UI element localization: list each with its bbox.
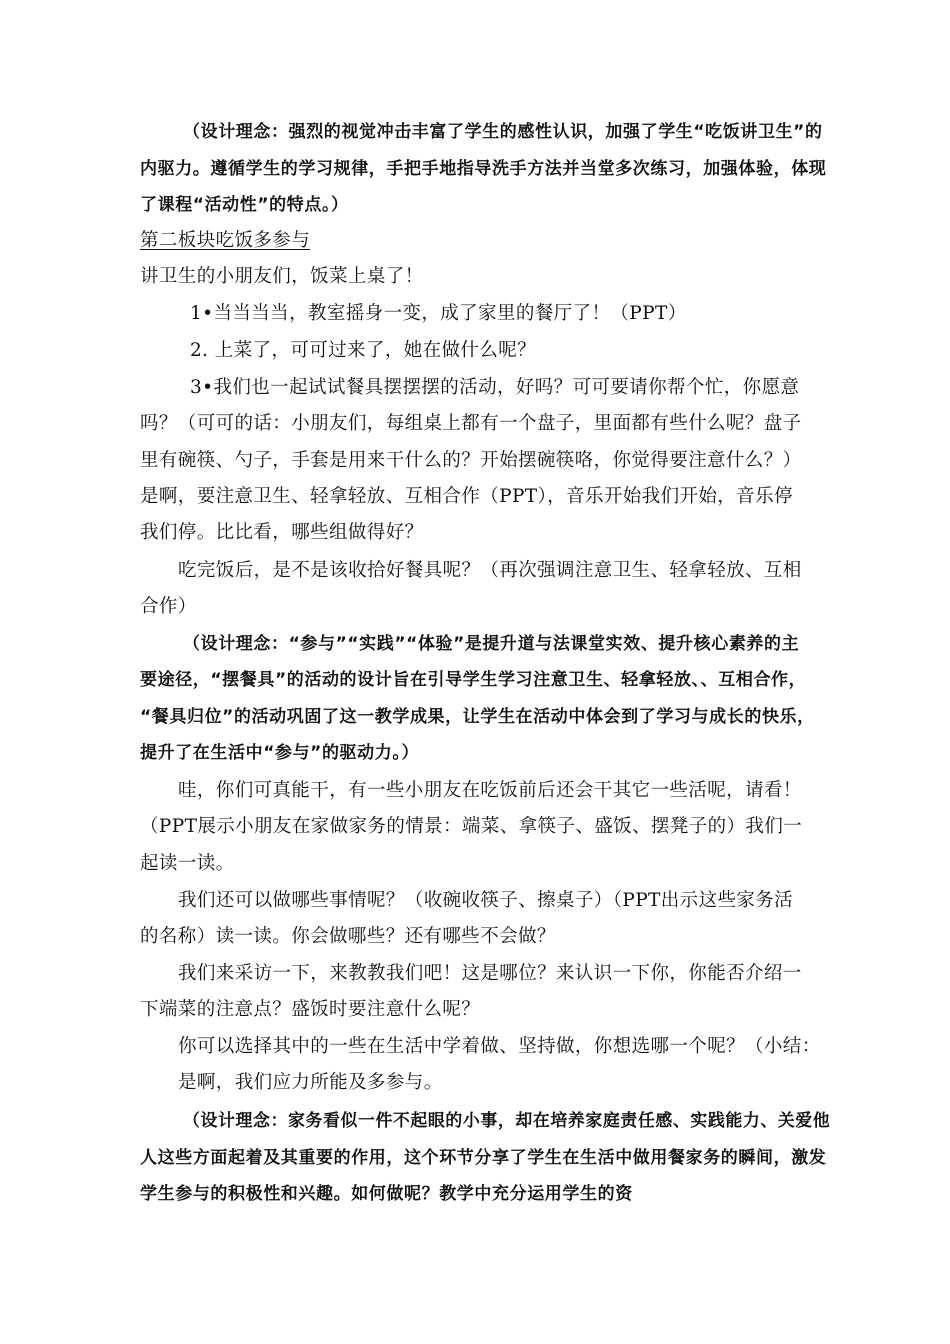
note-line: 了课程“活动性”的特点。） xyxy=(140,195,349,215)
step-3-line: 是啊，要注意卫生、轻拿轻放、互相合作（PPT），音乐开始我们开始，音乐停 xyxy=(140,486,793,507)
note-line: 要途径，“摆餐具”的活动的设计旨在引导学生学习注意卫生、轻拿轻放、、互相合作， xyxy=(140,670,807,690)
step-3-line: 吗？（可可的话：小朋友们，每组桌上都有一个盘子，里面都有些什么呢？盘子 xyxy=(140,413,802,434)
note-line: 提升了在生活中“参与”的驱动力。） xyxy=(140,743,420,763)
note-line: 内驱力。遵循学生的学习规律，手把手地指导洗手方法并当堂多次练习，加强体验，体现 xyxy=(140,159,827,179)
step-1: 1•当当当当，教室摇身一变，成了家里的餐厅了！（PPT） xyxy=(190,303,687,324)
note-line: “餐具归位”的活动巩固了这一教学成果，让学生在活动中体会到了学习与成长的快乐， xyxy=(140,707,815,727)
step-2: 2. 上菜了，可可过来了，她在做什么呢？ xyxy=(190,340,537,361)
note-line: 人这些方面起着及其重要的作用，这个环节分享了学生在生活中做用餐家务的瞬间，激发 xyxy=(140,1148,827,1168)
paragraph-line: 吃完饭后，是不是该收拾好餐具呢？（再次强调注意卫生、轻拿轻放、互相 xyxy=(178,560,802,581)
paragraph-line: 你可以选择其中的一些在生活中学着做、坚持做，你想选哪一个呢？（小结： xyxy=(178,1036,821,1057)
paragraph-line: 的名称）读一读。你会做哪些？还有哪些不会做？ xyxy=(140,926,556,947)
paragraph-line: 合作） xyxy=(140,596,197,617)
paragraph-line: 我们还可以做哪些事情呢？（收碗收筷子、擦桌子）（PPT出示这些家务活 xyxy=(178,890,794,911)
intro-text: 讲卫生的小朋友们，饭菜上桌了！ xyxy=(140,266,424,287)
step-3-line: 里有碗筷、勺子，手套是用来干什么的？开始摆碗筷咯，你觉得要注意什么？） xyxy=(140,450,802,471)
paragraph-line: 起读一读。 xyxy=(140,853,235,874)
paragraph-line: 是啊，我们应力所能及多参与。 xyxy=(178,1072,443,1093)
note-line: （设计理念：“参与”“实践”“体验”是提升道与法课堂实效、提升核心素养的主 xyxy=(183,634,800,654)
step-3-line: 3•我们也一起试试餐具摆摆摆的活动，好吗？可可要请你帮个忙，你愿意 xyxy=(190,377,800,398)
section-heading: 第二板块吃饭多参与 xyxy=(140,230,311,251)
paragraph-line: 下端菜的注意点？盛饭时要注意什么呢？ xyxy=(140,999,481,1020)
paragraph-line: （PPT展示小朋友在家做家务的情景：端菜、拿筷子、盛饭、摆凳子的）我们一 xyxy=(140,816,803,837)
step-3-line: 我们停。比比看，哪些组做得好？ xyxy=(140,522,424,543)
paragraph-line: 哇，你们可真能干，有一些小朋友在吃饭前后还会干其它一些活呢，请看！ xyxy=(178,780,802,801)
note-line: 学生参与的积极性和兴趣。如何做呢？教学中充分运用学生的资 xyxy=(140,1184,633,1204)
note-line: （设计理念：强烈的视觉冲击丰富了学生的感性认识，加强了学生“吃饭讲卫生”的 xyxy=(183,122,823,142)
paragraph-line: 我们来采访一下，来教教我们吧！这是哪位？来认识一下你，你能否介绍一 xyxy=(178,963,802,984)
note-line: （设计理念：家务看似一件不起眼的小事，却在培养家庭责任感、实践能力、关爱他 xyxy=(183,1111,831,1131)
